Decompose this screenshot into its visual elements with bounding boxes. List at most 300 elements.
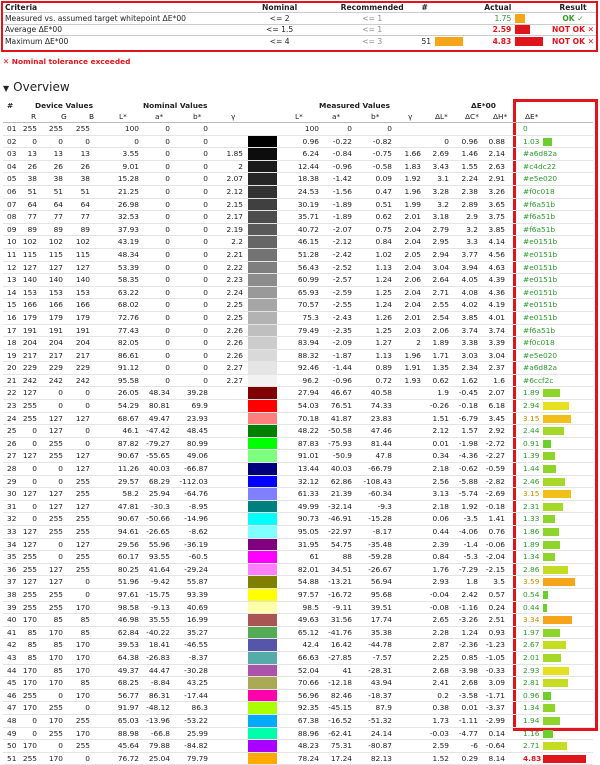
criteria-nominal: <= 2 bbox=[234, 13, 325, 25]
cell-mb: 47.46 bbox=[370, 426, 392, 436]
cell-dh: 0.24 bbox=[488, 602, 505, 612]
cell-dh: 0.93 bbox=[488, 627, 505, 637]
cell-na: 0 bbox=[165, 186, 170, 196]
cell-g: 255 bbox=[48, 514, 63, 524]
color-swatch bbox=[248, 375, 277, 387]
cell-mgamma: 2.04 bbox=[404, 262, 421, 272]
table-row bbox=[3, 400, 593, 413]
cell-b: 0 bbox=[85, 426, 90, 436]
cell-ml: 67.38 bbox=[297, 715, 319, 725]
de-bar bbox=[543, 402, 569, 410]
cell-nl: 95.58 bbox=[117, 375, 139, 385]
color-swatch bbox=[248, 299, 277, 311]
cell-nl: 39.53 bbox=[117, 640, 139, 650]
cell-num: 24 bbox=[7, 413, 17, 423]
cell-r: 77 bbox=[27, 212, 37, 222]
cell-de: 1.94 bbox=[523, 715, 540, 725]
group-header-row bbox=[3, 100, 593, 111]
color-swatch bbox=[248, 564, 277, 576]
cell-na: 35.55 bbox=[148, 615, 170, 625]
cell-de: #e0151b bbox=[523, 300, 558, 310]
cell-ma: -2.59 bbox=[332, 287, 352, 297]
cell-mb: 47.8 bbox=[375, 451, 392, 461]
cell-ml: 48.22 bbox=[297, 426, 319, 436]
cell-num: 17 bbox=[7, 325, 17, 335]
cell-b: 170 bbox=[75, 652, 90, 662]
cell-r: 242 bbox=[22, 375, 37, 385]
cell-nl: 46.1 bbox=[122, 426, 139, 436]
cell-nl: 32.53 bbox=[117, 212, 139, 222]
criteria-result: OK ✓ bbox=[550, 13, 596, 25]
table-row bbox=[3, 753, 593, 765]
cell-b: 0 bbox=[85, 388, 90, 398]
cell-r: 127 bbox=[22, 539, 37, 549]
cell-dc: 1.92 bbox=[461, 501, 478, 511]
cell-na: 93.55 bbox=[148, 552, 170, 562]
color-swatch bbox=[248, 488, 277, 500]
cell-b: 204 bbox=[75, 338, 90, 348]
col-dc: ΔC* bbox=[465, 112, 479, 121]
cell-nb: 0 bbox=[203, 237, 208, 247]
cell-de: 1.34 bbox=[523, 552, 540, 562]
cell-dh: -3.37 bbox=[485, 703, 505, 713]
cell-dl: 2.95 bbox=[432, 237, 449, 247]
cell-mgamma: 2.04 bbox=[404, 300, 421, 310]
cell-dh: 2.51 bbox=[488, 615, 505, 625]
cell-nb: 93.39 bbox=[186, 589, 208, 599]
cell-b: 255 bbox=[75, 476, 90, 486]
criteria-name: Average ΔE*00 bbox=[3, 24, 234, 36]
cell-de: 1.97 bbox=[523, 627, 540, 637]
cell-num: 16 bbox=[7, 312, 17, 322]
cell-r: 229 bbox=[22, 363, 37, 373]
color-swatch bbox=[248, 236, 277, 248]
cell-mb: -60.34 bbox=[368, 489, 392, 499]
cell-dl: -0.08 bbox=[429, 602, 449, 612]
cell-na: 80.81 bbox=[148, 401, 170, 411]
cell-ma: -2.09 bbox=[332, 338, 352, 348]
cell-num: 35 bbox=[7, 552, 17, 562]
cell-num: 10 bbox=[7, 237, 17, 247]
cell-b: 26 bbox=[80, 161, 90, 171]
cell-dc: -6 bbox=[470, 741, 478, 751]
cell-g: 170 bbox=[48, 627, 63, 637]
cell-g: 166 bbox=[48, 300, 63, 310]
cell-g: 242 bbox=[48, 375, 63, 385]
cell-g: 170 bbox=[48, 678, 63, 688]
cell-nl: 68.25 bbox=[117, 678, 139, 688]
cell-mb: -59.28 bbox=[368, 552, 392, 562]
cell-ml: 42.4 bbox=[302, 640, 319, 650]
cell-dh: 4.39 bbox=[488, 275, 505, 285]
color-swatch bbox=[248, 463, 277, 475]
cell-dl: 1.89 bbox=[432, 338, 449, 348]
color-swatch bbox=[248, 387, 277, 399]
cell-de: 0.91 bbox=[523, 438, 540, 448]
cell-ngamma: 2.25 bbox=[226, 300, 243, 310]
color-swatch bbox=[248, 665, 277, 677]
cell-r: 0 bbox=[32, 464, 37, 474]
color-swatch bbox=[248, 539, 277, 551]
cell-de: 0 bbox=[523, 124, 528, 133]
cell-ml: 92.46 bbox=[297, 363, 319, 373]
cell-dc: 3.03 bbox=[461, 350, 478, 360]
criteria-name: Maximum ΔE*00 bbox=[3, 36, 234, 47]
cell-ml: 61.33 bbox=[297, 489, 319, 499]
cell-num: 03 bbox=[7, 149, 17, 159]
cell-nb: -36.19 bbox=[184, 539, 208, 549]
cell-ml: 78.24 bbox=[297, 753, 319, 763]
cell-ma: -2.57 bbox=[332, 275, 352, 285]
overview-section-toggle[interactable] bbox=[3, 80, 70, 94]
cell-mb: 0.72 bbox=[375, 375, 392, 385]
cell-r: 0 bbox=[32, 136, 37, 146]
col-nominal-l: L* bbox=[119, 112, 127, 121]
cell-na: 0 bbox=[165, 149, 170, 159]
cell-de: #e0151b bbox=[523, 287, 558, 297]
cell-ml: 82.01 bbox=[297, 564, 319, 574]
cell-de: 3.34 bbox=[523, 615, 540, 625]
cell-num: 15 bbox=[7, 300, 17, 310]
cell-num: 30 bbox=[7, 489, 17, 499]
cell-nl: 51.96 bbox=[117, 577, 139, 587]
cell-ngamma: 2.27 bbox=[226, 363, 243, 373]
cell-g: 255 bbox=[48, 451, 63, 461]
cell-dl: 1.73 bbox=[432, 715, 449, 725]
cell-dl: 2.18 bbox=[432, 501, 449, 511]
cell-na: 0 bbox=[165, 249, 170, 259]
cell-dh: 2.07 bbox=[488, 388, 505, 398]
cell-na: -66.8 bbox=[150, 728, 170, 738]
cell-nl: 65.03 bbox=[117, 715, 139, 725]
color-swatch bbox=[248, 123, 277, 135]
cell-dl: 0.01 bbox=[432, 438, 449, 448]
cell-dh: 2.37 bbox=[488, 363, 505, 373]
cell-dc: -5.3 bbox=[463, 552, 478, 562]
color-swatch bbox=[248, 312, 277, 324]
cell-ml: 40.72 bbox=[297, 224, 319, 234]
cell-r: 170 bbox=[22, 665, 37, 675]
table-row bbox=[3, 199, 593, 212]
cell-dc: -3.98 bbox=[458, 665, 478, 675]
table-row bbox=[3, 715, 593, 728]
cell-dl: 3.28 bbox=[432, 186, 449, 196]
criteria-recommended: <= 1 bbox=[325, 24, 420, 36]
cell-na: 0 bbox=[165, 237, 170, 247]
cell-dl: -0.03 bbox=[429, 728, 449, 738]
cell-r: 0 bbox=[32, 438, 37, 448]
criteria-bar-cell bbox=[513, 36, 550, 47]
cell-num: 39 bbox=[7, 602, 17, 612]
collapse-triangle-icon: ▼ bbox=[3, 84, 10, 93]
cell-nl: 37.93 bbox=[117, 224, 139, 234]
cell-b: 85 bbox=[80, 627, 90, 637]
de-bar bbox=[543, 465, 556, 473]
cell-na: -9.42 bbox=[150, 577, 170, 587]
cell-r: 170 bbox=[22, 703, 37, 713]
table-row bbox=[3, 249, 593, 262]
cell-dh: 4.36 bbox=[488, 287, 505, 297]
cell-dl: 3.13 bbox=[432, 489, 449, 499]
cell-dc: 3.3 bbox=[466, 237, 478, 247]
color-swatch bbox=[248, 551, 277, 563]
cell-mb: 1.26 bbox=[375, 312, 392, 322]
cell-b: 255 bbox=[75, 527, 90, 536]
cell-mb: -0.75 bbox=[372, 149, 392, 159]
col-r: R bbox=[31, 112, 37, 121]
color-swatch bbox=[248, 199, 277, 211]
cell-r: 170 bbox=[22, 615, 37, 625]
cell-de: 2.86 bbox=[523, 564, 540, 574]
cell-ml: 6.24 bbox=[302, 149, 319, 159]
cell-num: 14 bbox=[7, 287, 17, 297]
col-dh: ΔH* bbox=[493, 112, 508, 121]
cell-g: 0 bbox=[58, 464, 63, 474]
measured-values-header: Measured Values bbox=[319, 101, 391, 110]
cell-dh: -1.71 bbox=[485, 690, 505, 700]
de-bar bbox=[543, 515, 555, 523]
criteria-recommended: <= 3 bbox=[325, 36, 420, 47]
cell-b: 255 bbox=[75, 564, 90, 574]
cell-r: 255 bbox=[22, 124, 37, 133]
cell-ma: 21.39 bbox=[330, 489, 352, 499]
de-bar bbox=[543, 692, 551, 700]
cell-de: 0.44 bbox=[523, 602, 540, 612]
cell-nb: 0 bbox=[203, 275, 208, 285]
cell-de: #e0151b bbox=[523, 262, 558, 272]
criteria-result: NOT OK ✕ bbox=[552, 36, 594, 46]
cell-nl: 26.05 bbox=[117, 388, 139, 398]
cell-ma: -50.58 bbox=[328, 426, 352, 436]
cell-ma: 82.46 bbox=[330, 690, 352, 700]
cell-ma: -2.07 bbox=[332, 224, 352, 234]
table-row bbox=[3, 262, 593, 275]
cell-num: 49 bbox=[7, 728, 17, 738]
cell-nb: -60.5 bbox=[188, 552, 208, 562]
cell-nb: -53.22 bbox=[184, 715, 208, 725]
cell-num: 46 bbox=[7, 690, 17, 700]
cell-dc: -0.45 bbox=[458, 388, 478, 398]
cell-de: 2.46 bbox=[523, 476, 540, 486]
cell-num: 34 bbox=[7, 539, 17, 549]
cell-ngamma: 2.26 bbox=[226, 350, 243, 360]
cell-g: 127 bbox=[48, 489, 63, 499]
cell-dc: 1.55 bbox=[461, 161, 478, 171]
table-row bbox=[3, 325, 593, 338]
criteria-actual: 1.75 bbox=[452, 13, 513, 25]
table-row bbox=[3, 224, 593, 237]
cell-dl: 2.39 bbox=[432, 539, 449, 549]
cell-ngamma: 2.2 bbox=[231, 237, 243, 247]
cell-mb: 0.62 bbox=[375, 212, 392, 222]
cell-mb: -66.79 bbox=[368, 464, 392, 474]
col-nominal-a: a* bbox=[155, 112, 164, 121]
cell-b: 85 bbox=[80, 615, 90, 625]
cell-mb: 1.13 bbox=[375, 262, 392, 272]
table-row bbox=[3, 501, 593, 514]
cell-ma: -12.18 bbox=[328, 678, 352, 688]
color-swatch bbox=[248, 425, 277, 437]
cell-nl: 94.61 bbox=[117, 527, 139, 536]
cell-g: 26 bbox=[53, 161, 63, 171]
de-bar bbox=[543, 742, 567, 750]
cell-r: 255 bbox=[22, 690, 37, 700]
num-header: # bbox=[421, 3, 428, 12]
cell-nl: 47.81 bbox=[117, 501, 139, 511]
cell-r: 102 bbox=[22, 237, 37, 247]
cell-ml: 18.38 bbox=[297, 174, 319, 184]
cell-dc: -1.16 bbox=[458, 602, 478, 612]
cell-de: #e0151b bbox=[523, 249, 558, 259]
color-swatch bbox=[248, 715, 277, 727]
color-swatch bbox=[248, 639, 277, 651]
color-swatch bbox=[248, 413, 277, 425]
cell-na: -8.84 bbox=[150, 678, 170, 688]
cell-ml: 49.63 bbox=[297, 615, 319, 625]
cell-de: #f6a51b bbox=[523, 224, 556, 234]
cell-dl: 3.04 bbox=[432, 262, 449, 272]
cell-ngamma: 2.23 bbox=[226, 275, 243, 285]
color-swatch bbox=[248, 702, 277, 714]
cell-dh: 4.14 bbox=[488, 237, 505, 247]
cell-nl: 48.34 bbox=[117, 249, 139, 259]
cell-ma: -2.35 bbox=[332, 325, 352, 335]
cell-ml: 0.96 bbox=[302, 136, 319, 146]
cell-nb: 0 bbox=[203, 262, 208, 272]
cell-r: 89 bbox=[27, 224, 37, 234]
cell-dl: 0.2 bbox=[437, 690, 449, 700]
actual-header: Actual bbox=[484, 3, 512, 12]
cell-ma: -1.56 bbox=[332, 186, 352, 196]
cell-ml: 75.3 bbox=[302, 312, 319, 322]
cell-nl: 9.01 bbox=[122, 161, 139, 171]
cell-b: 179 bbox=[75, 312, 90, 322]
cell-ml: 65.93 bbox=[297, 287, 319, 297]
cell-mb: -15.28 bbox=[368, 514, 392, 524]
cell-dc: -7.29 bbox=[458, 564, 478, 574]
criteria-name: Measured vs. assumed target whitepoint ΔE*00 bbox=[3, 13, 234, 25]
criteria-table bbox=[3, 3, 596, 47]
col-measured-gamma: γ bbox=[408, 112, 413, 121]
cell-dl: 0.84 bbox=[432, 552, 449, 562]
cell-num: 01 bbox=[7, 124, 17, 133]
cell-dc: 4.05 bbox=[461, 275, 478, 285]
cell-num: 28 bbox=[7, 464, 17, 474]
recommended-header: Recommended bbox=[340, 3, 404, 12]
cell-dh: 0.76 bbox=[488, 527, 505, 536]
cell-num: 27 bbox=[7, 451, 17, 461]
cell-mgamma: 1.91 bbox=[404, 363, 421, 373]
table-row bbox=[3, 299, 593, 312]
cell-num: 12 bbox=[7, 262, 17, 272]
cell-dc: -1.98 bbox=[458, 438, 478, 448]
cell-b: 0 bbox=[85, 589, 90, 599]
cell-dl: 2.65 bbox=[432, 615, 449, 625]
de-bar bbox=[543, 629, 560, 637]
cell-b: 255 bbox=[75, 514, 90, 524]
cell-dl: 2.79 bbox=[432, 224, 449, 234]
cell-ngamma: 1.85 bbox=[226, 149, 243, 159]
table-row bbox=[3, 539, 593, 552]
cell-g: 204 bbox=[48, 338, 63, 348]
cell-dl: 1.35 bbox=[432, 363, 449, 373]
cell-ml: 92.35 bbox=[297, 703, 319, 713]
cell-b: 77 bbox=[80, 212, 90, 222]
cell-nl: 90.67 bbox=[117, 514, 139, 524]
cell-g: 255 bbox=[48, 527, 63, 536]
color-swatch bbox=[248, 400, 277, 412]
col-measured-a: a* bbox=[332, 112, 341, 121]
cell-nb: -14.96 bbox=[184, 514, 208, 524]
cell-na: -26.65 bbox=[146, 527, 170, 536]
cell-nl: 88.98 bbox=[117, 728, 139, 738]
table-row bbox=[3, 488, 593, 501]
cell-b: 170 bbox=[75, 665, 90, 675]
cell-num: 25 bbox=[7, 426, 17, 436]
cell-num: 04 bbox=[7, 161, 17, 171]
cell-nb: 0 bbox=[203, 249, 208, 259]
bar-header bbox=[513, 3, 550, 13]
cell-na: 0 bbox=[165, 224, 170, 234]
cell-dl: 3.1 bbox=[437, 174, 449, 184]
cell-ma: -45.15 bbox=[328, 703, 352, 713]
cell-mgamma: 1.99 bbox=[404, 199, 421, 209]
color-swatch bbox=[248, 526, 277, 538]
de-bar bbox=[543, 541, 560, 549]
table-row bbox=[3, 602, 593, 615]
cell-ml: 61 bbox=[309, 552, 319, 562]
cell-r: 127 bbox=[22, 577, 37, 587]
device-values-header: Device Values bbox=[35, 101, 93, 110]
cell-r: 153 bbox=[22, 287, 37, 297]
cell-ma: 75.31 bbox=[330, 741, 352, 751]
cell-dl: 2.54 bbox=[432, 312, 449, 322]
cell-dh: 3.04 bbox=[488, 350, 505, 360]
cell-ma: -0.22 bbox=[332, 136, 352, 146]
cell-g: 127 bbox=[48, 501, 63, 511]
cell-num: 45 bbox=[7, 678, 17, 688]
cell-ma: 17.24 bbox=[330, 753, 352, 763]
cell-num: 43 bbox=[7, 652, 17, 662]
cell-ml: 13.44 bbox=[297, 464, 319, 474]
cell-dc: 0.01 bbox=[461, 703, 478, 713]
criteria-num bbox=[419, 24, 452, 36]
cell-ma: 16.42 bbox=[330, 640, 352, 650]
cell-ma: -0.96 bbox=[332, 375, 352, 385]
cell-nb: 86.3 bbox=[191, 703, 208, 713]
cell-r: 0 bbox=[32, 728, 37, 738]
cell-na: -47.42 bbox=[146, 426, 170, 436]
cell-r: 127 bbox=[22, 489, 37, 499]
cell-dl: 1.52 bbox=[432, 753, 449, 763]
cell-mgamma: 2.01 bbox=[404, 212, 421, 222]
cell-mgamma: 1.96 bbox=[404, 186, 421, 196]
criteria-row bbox=[3, 24, 596, 36]
cell-nl: 97.61 bbox=[117, 589, 139, 599]
cell-dc: -0.62 bbox=[458, 464, 478, 474]
cell-nb: 0 bbox=[203, 186, 208, 196]
criteria-bar bbox=[515, 37, 543, 46]
cell-b: 255 bbox=[75, 489, 90, 499]
cell-ma: 46.67 bbox=[330, 388, 352, 398]
cell-dh: 8.14 bbox=[488, 753, 505, 763]
cell-mgamma: 2.04 bbox=[404, 224, 421, 234]
cell-r: 166 bbox=[22, 300, 37, 310]
cell-dc: 4.02 bbox=[461, 300, 478, 310]
cell-mb: 1.13 bbox=[375, 350, 392, 360]
cell-nb: 0 bbox=[203, 350, 208, 360]
cell-r: 127 bbox=[22, 388, 37, 398]
